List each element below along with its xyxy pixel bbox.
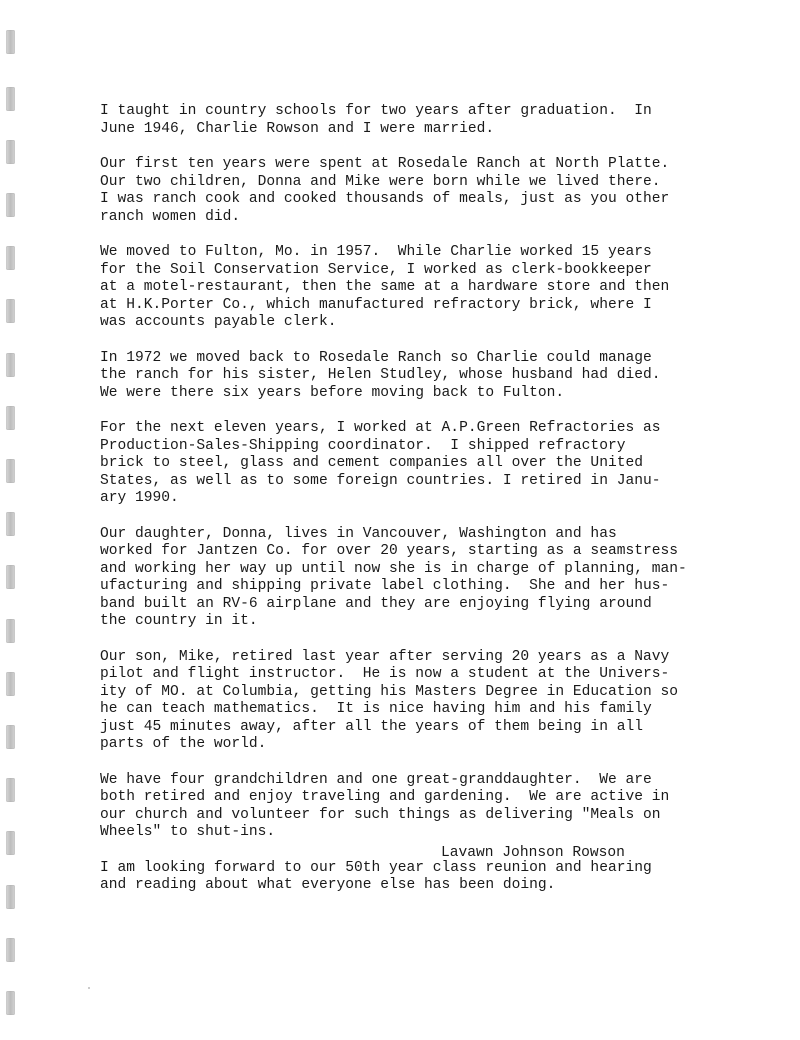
binder-hole <box>6 459 15 483</box>
paragraph-rosedale-ranch: Our first ten years were spent at Rosedale Ranch at North Platte. Our two children, Donna and Mike were born while we lived there. I was ranch cook and cooked thousands of meals, just as you other ranch women did. <box>100 156 670 225</box>
binder-hole <box>6 87 15 111</box>
binder-hole <box>6 885 15 909</box>
paragraph-daughter: Our daughter, Donna, lives in Vancouver, Washington and has worked for Jantzen Co. for over 20 years, starting as a seamstress and working her way up until now she is in charge of planning, man- ufacturing and shipping private label clothing. She and her hus- band built an RV-6 airplane and they are enjoying flying around the country in it. <box>100 525 687 629</box>
paragraph-teaching: I taught in country schools for two years after graduation. In June 1946, Charlie Rowson and I were married. <box>100 103 652 137</box>
paper-speck <box>88 987 90 989</box>
binder-hole <box>6 299 15 323</box>
binder-hole <box>6 778 15 802</box>
binder-hole <box>6 672 15 696</box>
paragraph-reunion: I am looking forward to our 50th year class reunion and hearing and reading about what everyone else has been doing. <box>100 859 652 893</box>
paragraph-fulton: We moved to Fulton, Mo. in 1957. While Charlie worked 15 years for the Soil Conservation Service, I worked as clerk-bookkeeper at a motel-restaurant, then the same at a hardware store and then at H.K.Porter Co., which manufactured refractory brick, where I was accounts payable clerk. <box>100 244 670 330</box>
binder-hole <box>6 991 15 1015</box>
binder-hole <box>6 512 15 536</box>
binder-hole <box>6 193 15 217</box>
binder-hole <box>6 565 15 589</box>
signature: Lavawn Johnson Rowson <box>441 845 625 861</box>
binder-hole <box>6 30 15 54</box>
paragraph-grandchildren: We have four grandchildren and one great-granddaughter. We are both retired and enjoy traveling and gardening. We are active in our church and volunteer for such things as delivering "Meals on Wheels" to shut-ins. <box>100 771 670 840</box>
binder-hole <box>6 406 15 430</box>
binder-hole <box>6 246 15 270</box>
binder-hole <box>6 619 15 643</box>
letter-body <box>100 103 760 913</box>
binder-hole <box>6 831 15 855</box>
paragraph-son: Our son, Mike, retired last year after serving 20 years as a Navy pilot and flight instructor. He is now a student at the Univers- ity of MO. at Columbia, getting his Masters Degree in Education so he can teach mathematics. It is nice having him and his family just 45 minutes away, after all the years of them being in all parts of the world. <box>100 648 679 752</box>
binder-hole <box>6 725 15 749</box>
paragraph-ap-green: For the next eleven years, I worked at A.P.Green Refractories as Production-Sales-Shipping coordinator. I shipped refractory brick to steel, glass and cement companies all over the United States, as well as to some foreign countries. I retired in Janu- ary 1990. <box>100 420 661 506</box>
binder-holes <box>6 0 20 1040</box>
binder-hole <box>6 938 15 962</box>
binder-hole <box>6 353 15 377</box>
paragraph-return-to-ranch: In 1972 we moved back to Rosedale Ranch so Charlie could manage the ranch for his sister, Helen Studley, whose husband had died. We were there six years before moving back to Fulton. <box>100 349 661 401</box>
binder-hole <box>6 140 15 164</box>
